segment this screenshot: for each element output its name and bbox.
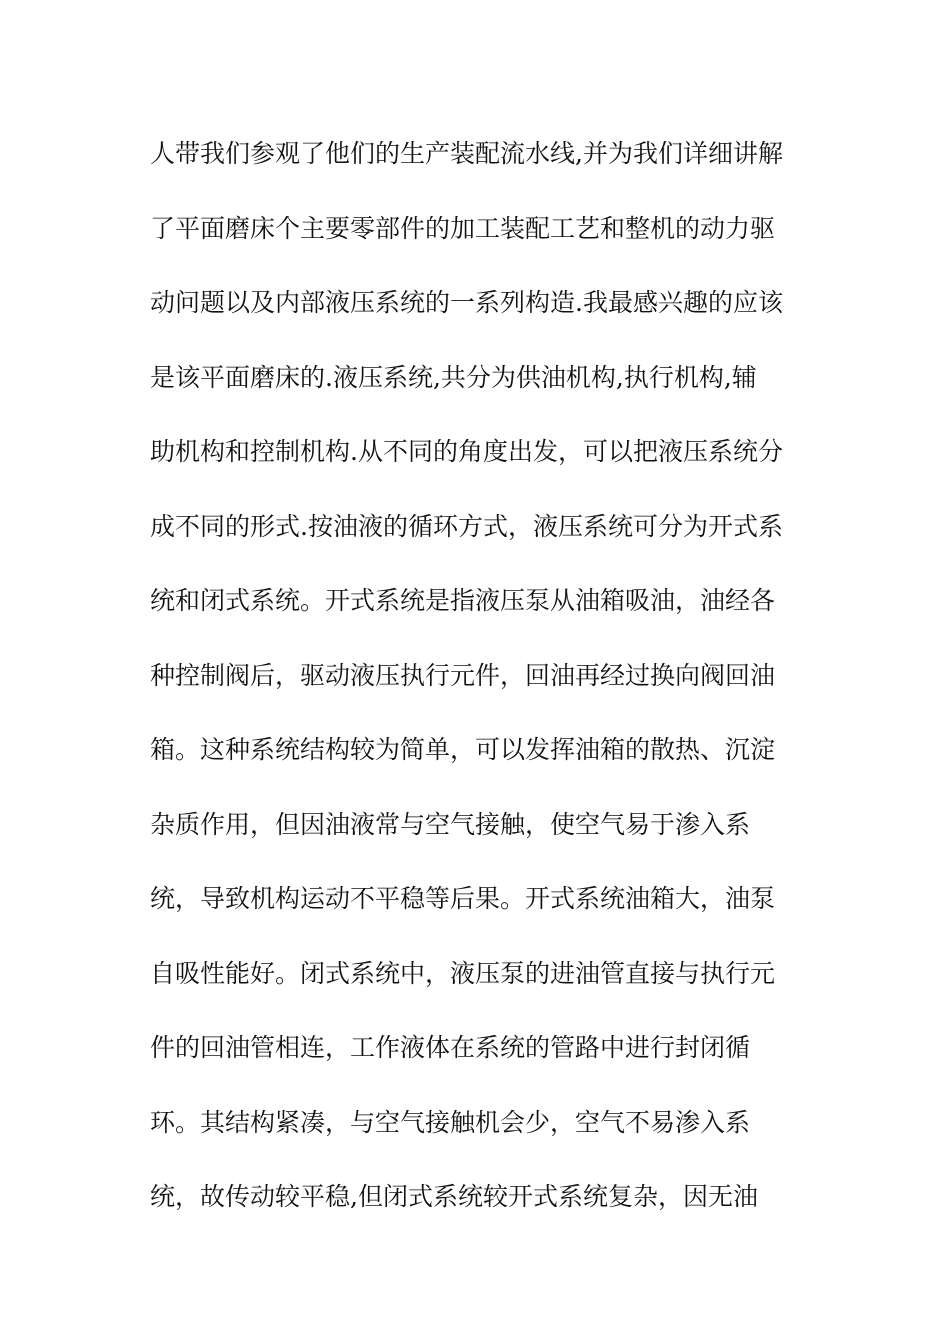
- text-line: 杂质作用，但因油液常与空气接触，使空气易于渗入系: [150, 809, 751, 839]
- text-line: 助机构和控制机构.从不同的角度出发，可以把液压系统分: [150, 437, 783, 466]
- text-line: 统和闭式系统。开式系统是指液压泵从油箱吸油，油经各: [150, 586, 776, 615]
- text-line: 人带我们参观了他们的生产装配流水线,并为我们详细讲解: [150, 139, 783, 168]
- text-line: 成不同的形式.按油液的循环方式，液压系统可分为开式系: [150, 511, 783, 541]
- text-line: 自吸性能好。闭式系统中，液压泵的进油管直接与执行元: [150, 958, 776, 988]
- text-line: 统，导致机构运动不平稳等后果。开式系统油箱大，油泵: [150, 884, 776, 913]
- text-line: 环。其结构紧凑，与空气接触机会少，空气不易渗入系: [150, 1107, 751, 1137]
- text-line: 统，故传动较平稳,但闭式系统较开式系统复杂，因无油: [150, 1182, 758, 1211]
- text-line: 箱。这种系统结构较为简单，可以发挥油箱的散热、沉淀: [150, 735, 776, 764]
- text-line: 动问题以及内部液压系统的一系列构造.我最感兴趣的应该: [150, 288, 783, 317]
- body-text: [150, 132, 810, 1250]
- text-line: 种控制阀后，驱动液压执行元件，回油再经过换向阀回油: [150, 660, 776, 690]
- text-line: 件的回油管相连，工作液体在系统的管路中进行封闭循: [150, 1033, 751, 1062]
- text-line: 了平面磨床个主要零部件的加工装配工艺和整机的动力驱: [150, 213, 776, 243]
- text-line: 是该平面磨床的.液压系统,共分为供油机构,执行机构,辅: [150, 362, 757, 392]
